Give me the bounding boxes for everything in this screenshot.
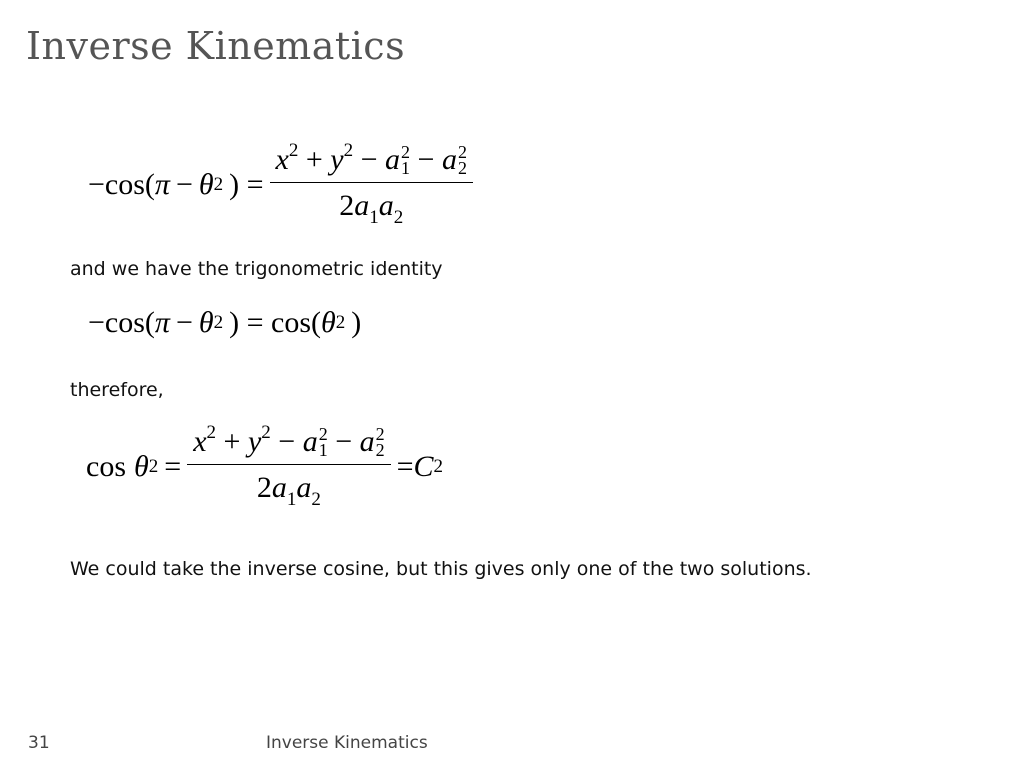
equation-law-of-cosines: −cos( π − θ 2 ) = $x^2 + y^2 - a$ 2 1 − a 2 2 $2a_1a_2$ (88, 140, 479, 229)
slide-title: Inverse Kinematics (26, 24, 406, 68)
text-therefore: therefore, (70, 379, 164, 401)
text-identity: and we have the trigonometric identity (70, 258, 443, 280)
equation-cos-theta2: cos θ 2 = $x^2 + y^2 - a$ 2 1 − a 2 2 $2a_1a_2$ = C 2 (86, 422, 444, 511)
footer-page-number: 31 (28, 733, 50, 753)
footer-title: Inverse Kinematics (266, 733, 428, 753)
text-conclusion: We could take the inverse cosine, but this gives only one of the two solutions. (70, 558, 812, 580)
equation-trig-identity: −cos( π − θ 2 ) = cos( θ 2 ) (88, 306, 362, 339)
